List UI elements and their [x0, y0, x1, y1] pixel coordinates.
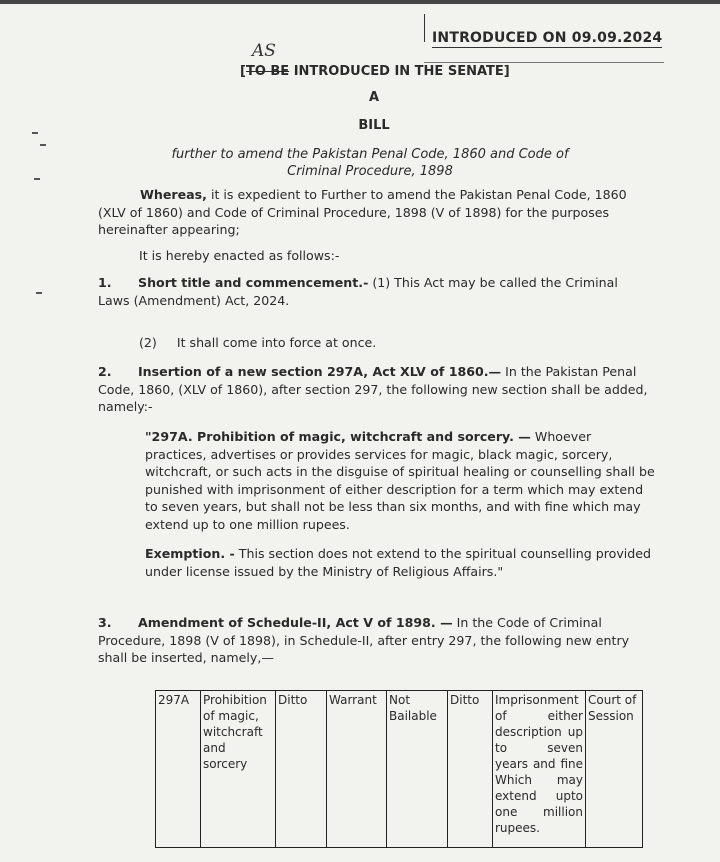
section-1-heading: Short title and commencement.- [138, 275, 369, 290]
margin-mark [40, 144, 46, 146]
stamp-underline [424, 62, 664, 63]
senate-line [240, 64, 510, 79]
section-3-text: In the Code of Criminal Procedure, 1898 (V of 1898), in Schedule-II, after entry 297, the following new entry shall be inserted, namely,— [98, 615, 630, 665]
margin-mark [34, 178, 40, 180]
top-border [0, 0, 720, 4]
struck-text: TO BE [245, 64, 290, 79]
section-2 [98, 363, 650, 416]
whereas-text: it is expedient to Further to amend the Pakistan Penal Code, 1860 (XLV of 1860) and Code of Criminal Procedure, 1898 (V of 1898) for the purposes hereinafter appearing; [98, 187, 627, 237]
margin-mark [36, 292, 42, 294]
whereas-paragraph [98, 186, 650, 239]
section-2-text: In the Pakistan Penal Code, 1860, (XLV of 1860), after section 297, the following new section shall be added, namely:- [98, 364, 648, 414]
cell-entry: 297A [156, 691, 201, 848]
new-section-297a [145, 428, 655, 533]
exemption-text: This section does not extend to the spiritual counselling provided under license issued by the Ministry of Religious Affairs." [145, 546, 652, 579]
section-297a-heading: "297A. Prohibition of magic, witchcraft and sorcery. — [145, 429, 531, 444]
introduced-stamp: INTRODUCED ON 09.09.2024 [432, 30, 663, 46]
cell-bailable: Not Bailable [387, 691, 448, 848]
whereas-label: Whereas, [140, 187, 207, 202]
cell-court: Court of Session [586, 691, 643, 848]
section-1-subsection-2: (2) It shall come into force at once. [139, 335, 377, 350]
exemption-clause [145, 545, 655, 580]
section-2-heading: Insertion of a new section 297A, Act XLV of 1860.— [138, 364, 502, 379]
section-1 [98, 274, 650, 309]
section-1-number: 1. [98, 275, 112, 290]
section-3-heading: Amendment of Schedule-II, Act V of 1898. — [138, 615, 453, 630]
section-3 [98, 614, 650, 667]
section-1-text: (1) This Act may be called the Criminal Laws (Amendment) Act, 2024. [98, 275, 618, 308]
schedule-table [155, 690, 643, 848]
section-3-number: 3. [98, 615, 112, 630]
stamp-divider [424, 14, 425, 42]
exemption-heading: Exemption. - [145, 546, 235, 561]
handwritten-annotation: AS [252, 41, 276, 61]
enacting-clause: It is hereby enacted as follows:- [139, 248, 340, 263]
section-2-number: 2. [98, 364, 112, 379]
article-a: A [368, 90, 380, 105]
section-297a-text: Whoever practices, advertises or provides services for magic, black magic, sorcery, witchcraft, or such acts in the disguise of spiritual healing or counselling shall be punished with imprisonment of either description for a term which may extend to seven years, but shall not be less than six months, and with fine which may extend up to one million rupees. [145, 429, 655, 532]
bill-purpose: further to amend the Pakistan Penal Code, 1860 and Code of Criminal Procedure, 1898 [171, 147, 569, 179]
margin-mark [32, 132, 38, 134]
cell-offence: Prohibition of magic, witchcraft and sorcery [201, 691, 276, 848]
bill-title: BILL [358, 118, 390, 133]
cell-ditto-1: Ditto [276, 691, 327, 848]
cell-punishment: Imprisonment of either description up to seven years and fine Which may extend upto one million rupees. [493, 691, 586, 848]
table-row [156, 691, 643, 848]
senate-bracket: [ [240, 64, 246, 79]
cell-ditto-2: Ditto [448, 691, 493, 848]
senate-text: INTRODUCED IN THE SENATE] [289, 64, 510, 79]
cell-warrant: Warrant [327, 691, 387, 848]
